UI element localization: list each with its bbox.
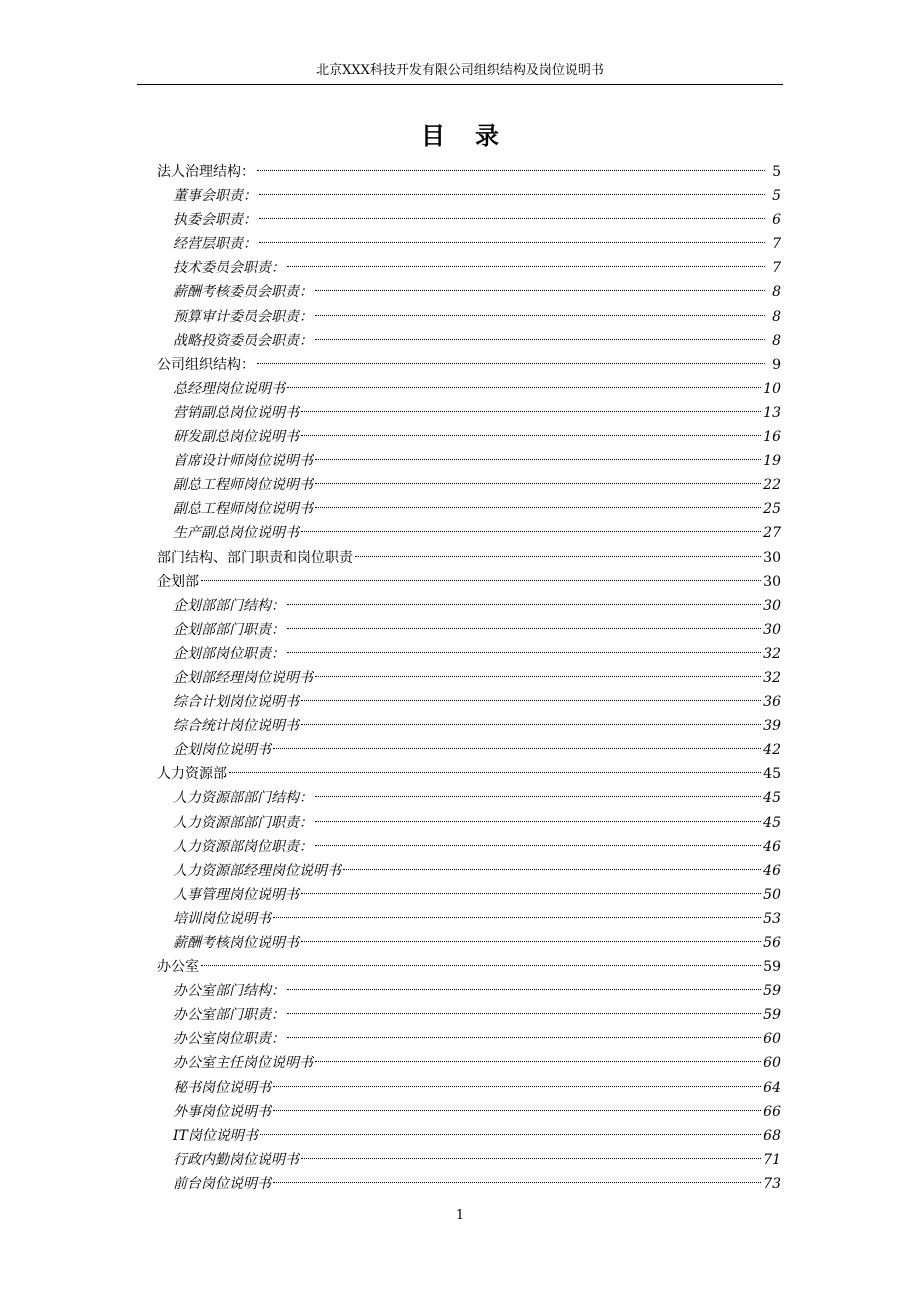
toc-dot-leader: [287, 1037, 761, 1038]
toc-entry[interactable]: [157, 570, 781, 594]
toc-entry-page: 42: [763, 742, 781, 759]
toc-dot-leader: [201, 965, 761, 966]
toc-entry-label: 首席设计师岗位说明书: [173, 453, 313, 470]
toc-dot-leader: [201, 580, 761, 581]
toc-entry-page: 27: [763, 525, 781, 542]
toc-dot-leader: [273, 1086, 761, 1087]
toc-entry[interactable]: [157, 786, 781, 810]
toc-dot-leader: [301, 531, 761, 532]
toc-dot-leader: [229, 772, 761, 773]
toc-dot-leader: [315, 845, 761, 846]
toc-entry-page: 32: [763, 669, 781, 686]
toc-entry[interactable]: [157, 1124, 781, 1148]
toc-entry[interactable]: [157, 979, 781, 1003]
toc-entry-page: 66: [763, 1103, 781, 1120]
toc-entry[interactable]: [157, 425, 781, 449]
toc-entry-page: 60: [763, 1055, 781, 1072]
page-number: 1: [455, 1208, 465, 1223]
toc-dot-leader: [287, 1013, 761, 1014]
toc-entry-page: 56: [763, 935, 781, 951]
toc-entry-label: 经营层职责：: [173, 236, 257, 253]
toc-entry[interactable]: [157, 955, 781, 979]
toc-entry[interactable]: [157, 642, 781, 666]
toc-dot-leader: [257, 170, 765, 171]
toc-entry[interactable]: [157, 883, 781, 907]
toc-entry[interactable]: [157, 835, 781, 859]
toc-dot-leader: [315, 315, 765, 316]
toc-entry-page: 50: [763, 886, 781, 903]
toc-entry[interactable]: [157, 1076, 781, 1100]
header-rule: [137, 84, 783, 85]
toc-entry-page: 7: [772, 236, 781, 253]
toc-entry-page: 6: [772, 212, 781, 229]
toc-entry-page: 30: [763, 597, 781, 614]
toc-entry-label: 人事管理岗位说明书: [173, 886, 299, 903]
toc-entry-label: 总经理岗位说明书: [173, 380, 285, 397]
toc-entry-label: 技术委员会职责：: [173, 260, 285, 277]
toc-entry-label: 部门结构、部门职责和岗位职责: [157, 549, 353, 566]
toc-entry-page: 30: [763, 573, 781, 590]
toc-entry-page: 5: [772, 188, 781, 205]
toc-dot-leader: [315, 507, 761, 508]
toc-entry-page: 16: [763, 429, 781, 446]
toc-entry[interactable]: [157, 1003, 781, 1027]
toc-dot-leader: [315, 821, 761, 822]
toc-entry-page: 9: [772, 356, 781, 373]
toc-entry[interactable]: [157, 1100, 781, 1124]
toc-dot-leader: [315, 459, 761, 460]
toc-entry-page: 32: [763, 645, 781, 662]
toc-dot-leader: [287, 989, 761, 990]
toc-entry-page: 60: [763, 1031, 781, 1048]
toc-dot-leader: [287, 387, 761, 388]
toc-entry-label: 副总工程师岗位说明书: [173, 477, 313, 494]
toc-entry-page: 59: [763, 983, 781, 1000]
toc-entry-label: 企划部部门结构：: [173, 597, 285, 614]
toc-entry[interactable]: [157, 1148, 781, 1172]
toc-dot-leader: [343, 869, 761, 870]
toc-entry-label: 人力资源部部门结构：: [173, 790, 313, 807]
toc-dot-leader: [301, 411, 761, 412]
toc-entry[interactable]: [157, 160, 781, 184]
toc-entry-label: 人力资源部岗位职责：: [173, 838, 313, 855]
toc-entry-page: 8: [772, 284, 781, 301]
toc-entry[interactable]: [157, 1172, 781, 1196]
toc-entry-label: 办公室: [157, 959, 199, 976]
toc-entry-label: 营销副总岗位说明书: [173, 404, 299, 421]
toc-entry[interactable]: [157, 232, 781, 256]
toc-entry-page: 71: [763, 1151, 781, 1168]
toc-entry-label: 企划部部门职责：: [173, 621, 285, 638]
toc-entry[interactable]: [157, 473, 781, 497]
toc-entry[interactable]: [157, 208, 781, 232]
toc-dot-leader: [287, 628, 761, 629]
toc-dot-leader: [315, 483, 761, 484]
toc-entry-label: IT岗位说明书: [173, 1127, 258, 1144]
toc-entry-page: 64: [763, 1079, 781, 1096]
toc-entry-page: 8: [772, 308, 781, 325]
toc-entry-page: 7: [772, 260, 781, 277]
toc-dot-leader: [315, 1061, 761, 1062]
toc-entry[interactable]: [157, 762, 781, 786]
toc-dot-leader: [273, 917, 761, 918]
toc-dot-leader: [301, 893, 761, 894]
toc-entry-label: 企划部经理岗位说明书: [173, 669, 313, 686]
toc-dot-leader: [259, 194, 765, 195]
toc-entry-label: 行政内勤岗位说明书: [173, 1151, 299, 1168]
toc-entry[interactable]: [157, 401, 781, 425]
toc-entry-label: 企划部岗位职责：: [173, 645, 285, 662]
toc-entry-page: 45: [763, 814, 781, 831]
toc-entry[interactable]: [157, 666, 781, 690]
toc-dot-leader: [257, 363, 765, 364]
toc-dot-leader: [273, 1182, 761, 1183]
toc-entry[interactable]: [157, 1051, 781, 1075]
toc-entry-label: 执委会职责：: [173, 212, 257, 229]
toc-entry[interactable]: [157, 738, 781, 762]
toc-entry-label: 办公室主任岗位说明书: [173, 1055, 313, 1072]
toc-entry[interactable]: [157, 280, 781, 304]
toc-entry[interactable]: [157, 256, 781, 280]
toc-entry-page: 53: [763, 910, 781, 927]
toc-entry[interactable]: [157, 594, 781, 618]
toc-entry[interactable]: [157, 859, 781, 883]
toc-entry-label: 预算审计委员会职责：: [173, 308, 313, 325]
toc-entry-page: 19: [763, 453, 781, 470]
toc-entry-page: 30: [763, 621, 781, 638]
toc-dot-leader: [259, 218, 765, 219]
toc-entry[interactable]: [157, 931, 781, 955]
toc-entry[interactable]: [157, 184, 781, 208]
toc-dot-leader: [315, 676, 761, 677]
toc-dot-leader: [259, 242, 765, 243]
toc-entry-label: 法人治理结构：: [157, 164, 255, 180]
table-of-contents: [157, 160, 781, 1196]
toc-entry-label: 战略投资委员会职责：: [173, 332, 313, 349]
toc-entry-page: 22: [763, 477, 781, 494]
toc-dot-leader: [287, 604, 761, 605]
toc-entry-label: 企划部: [157, 573, 199, 590]
toc-entry-page: 59: [763, 1007, 781, 1024]
toc-entry-label: 人力资源部经理岗位说明书: [173, 862, 341, 879]
toc-entry-label: 外事岗位说明书: [173, 1103, 271, 1120]
toc-entry-label: 办公室部门结构：: [173, 983, 285, 1000]
toc-entry-label: 人力资源部部门职责：: [173, 814, 313, 831]
toc-dot-leader: [301, 435, 761, 436]
toc-dot-leader: [315, 290, 765, 291]
toc-dot-leader: [301, 724, 761, 725]
toc-entry[interactable]: [157, 1027, 781, 1051]
toc-entry[interactable]: [157, 497, 781, 521]
toc-entry-page: 30: [763, 549, 781, 566]
toc-entry[interactable]: [157, 377, 781, 401]
toc-entry-label: 综合统计岗位说明书: [173, 718, 299, 735]
toc-dot-leader: [273, 1110, 761, 1111]
toc-entry[interactable]: [157, 305, 781, 329]
toc-entry-label: 薪酬考核委员会职责：: [173, 284, 313, 301]
toc-dot-leader: [315, 339, 765, 340]
toc-entry[interactable]: [157, 546, 781, 570]
toc-entry-label: 秘书岗位说明书: [173, 1079, 271, 1096]
toc-entry-page: 46: [763, 862, 781, 879]
toc-dot-leader: [287, 266, 765, 267]
toc-entry-page: 10: [763, 380, 781, 397]
toc-entry-label: 生产副总岗位说明书: [173, 525, 299, 542]
toc-entry-page: 73: [763, 1175, 781, 1192]
toc-entry-page: 39: [763, 718, 781, 735]
toc-title: 目录: [421, 121, 529, 150]
toc-entry-page: 59: [763, 959, 781, 976]
toc-entry-label: 薪酬考核岗位说明书: [173, 935, 299, 951]
toc-dot-leader: [273, 748, 761, 749]
toc-entry[interactable]: [157, 811, 781, 835]
toc-entry-page: 45: [763, 766, 781, 783]
toc-entry-label: 前台岗位说明书: [173, 1175, 271, 1192]
toc-entry-label: 公司组织结构：: [157, 356, 255, 373]
toc-entry-label: 办公室部门职责：: [173, 1007, 285, 1024]
toc-entry[interactable]: [157, 907, 781, 931]
toc-entry-label: 研发副总岗位说明书: [173, 429, 299, 446]
toc-entry-page: 25: [763, 501, 781, 518]
running-header: 北京XXX科技开发有限公司组织结构及岗位说明书: [316, 63, 604, 78]
toc-dot-leader: [260, 1134, 761, 1135]
toc-entry-page: 13: [763, 404, 781, 421]
toc-entry-page: 45: [763, 790, 781, 807]
toc-entry-page: 46: [763, 838, 781, 855]
toc-entry[interactable]: [157, 329, 781, 353]
toc-entry-page: 8: [772, 332, 781, 349]
toc-dot-leader: [301, 1158, 761, 1159]
toc-entry-label: 办公室岗位职责：: [173, 1031, 285, 1048]
toc-entry-page: 5: [772, 164, 781, 180]
toc-dot-leader: [301, 941, 761, 942]
toc-dot-leader: [287, 652, 761, 653]
toc-entry-label: 副总工程师岗位说明书: [173, 501, 313, 518]
toc-entry-label: 人力资源部: [157, 766, 227, 783]
toc-entry[interactable]: [157, 714, 781, 738]
toc-dot-leader: [301, 700, 761, 701]
toc-dot-leader: [315, 796, 761, 797]
toc-entry[interactable]: [157, 618, 781, 642]
toc-entry-label: 董事会职责：: [173, 188, 257, 205]
toc-entry-page: 36: [763, 694, 781, 711]
toc-dot-leader: [355, 556, 761, 557]
toc-entry-label: 企划岗位说明书: [173, 742, 271, 759]
toc-entry-label: 综合计划岗位说明书: [173, 694, 299, 711]
toc-entry[interactable]: [157, 690, 781, 714]
toc-entry[interactable]: [157, 353, 781, 377]
toc-entry[interactable]: [157, 521, 781, 545]
toc-entry-label: 培训岗位说明书: [173, 910, 271, 927]
toc-entry-page: 68: [763, 1127, 781, 1144]
toc-entry[interactable]: [157, 449, 781, 473]
